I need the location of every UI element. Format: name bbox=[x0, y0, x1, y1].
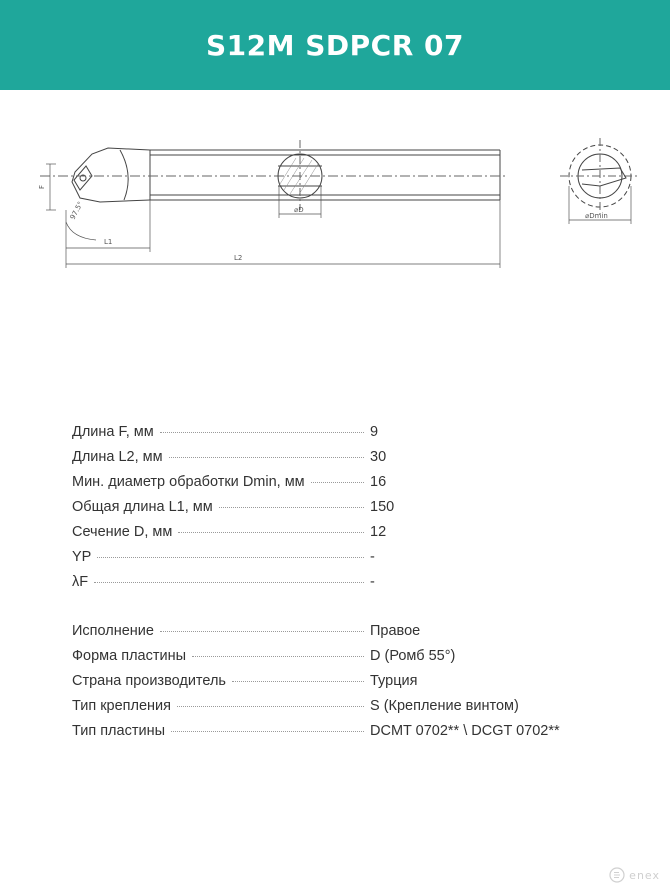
leader-dots bbox=[192, 656, 364, 657]
spec-row bbox=[72, 723, 592, 748]
spec-value: 12 bbox=[370, 524, 387, 540]
spec-label: λF bbox=[72, 574, 89, 590]
leader-dots bbox=[311, 482, 364, 483]
leader-dots bbox=[94, 582, 364, 583]
spec-row bbox=[72, 474, 592, 499]
spec-label: Форма пластины bbox=[72, 648, 187, 664]
spec-row bbox=[72, 698, 592, 723]
spec-row bbox=[72, 449, 592, 474]
spec-label: Сечение D, мм bbox=[72, 524, 173, 540]
leader-dots bbox=[178, 532, 364, 533]
leader-dots bbox=[177, 706, 364, 707]
dim-Dmin-label: ⌀Dmin bbox=[585, 212, 608, 220]
spec-value: DCMT 0702** \ DCGT 0702** bbox=[370, 723, 560, 739]
spec-row bbox=[72, 623, 592, 648]
leader-dots bbox=[171, 731, 364, 732]
spec-row bbox=[72, 424, 592, 449]
spec-value: Турция bbox=[370, 673, 418, 689]
header-bar bbox=[0, 0, 670, 90]
footer-logo bbox=[609, 867, 660, 883]
spec-label: Общая длина L1, мм bbox=[72, 499, 213, 515]
spec-label: Мин. диаметр обработки Dmin, мм bbox=[72, 474, 305, 490]
dim-angle-label: 97.5° bbox=[68, 200, 85, 221]
leader-dots bbox=[169, 457, 364, 458]
dim-D-label: ⌀D bbox=[294, 206, 304, 214]
dim-angle-arc bbox=[66, 222, 96, 240]
spec-label: Страна производитель bbox=[72, 673, 226, 689]
spec-row bbox=[72, 524, 592, 549]
end-view-insert bbox=[582, 168, 626, 186]
spec-value: Правое bbox=[370, 623, 421, 639]
logo-text: enex bbox=[629, 868, 660, 882]
tool-drawing-svg bbox=[0, 90, 670, 290]
spec-value: - bbox=[370, 574, 375, 590]
specs-table bbox=[72, 424, 592, 748]
spec-row bbox=[72, 648, 592, 673]
spec-label: Исполнение bbox=[72, 623, 154, 639]
spec-value: D (Ромб 55°) bbox=[370, 648, 456, 664]
spec-row bbox=[72, 549, 592, 574]
spec-label: Тип пластины bbox=[72, 723, 165, 739]
spec-value: 150 bbox=[370, 499, 395, 515]
dim-L1-label: L1 bbox=[104, 238, 113, 246]
spec-value: - bbox=[370, 549, 375, 565]
leader-dots bbox=[219, 507, 364, 508]
spec-value: 9 bbox=[370, 424, 379, 440]
leader-dots bbox=[232, 681, 364, 682]
spec-value: 16 bbox=[370, 474, 387, 490]
page-title: S12M SDPCR 07 bbox=[206, 28, 464, 62]
dim-L2-label: L2 bbox=[234, 254, 243, 262]
leader-dots bbox=[160, 631, 364, 632]
spec-label: Тип крепления bbox=[72, 698, 172, 714]
technical-drawing bbox=[0, 90, 670, 290]
dim-F-label: F bbox=[38, 184, 46, 189]
group-spacer bbox=[72, 599, 592, 623]
spec-value: 30 bbox=[370, 449, 387, 465]
enex-logo-icon bbox=[609, 867, 625, 883]
spec-label: YP bbox=[72, 549, 92, 565]
spec-row bbox=[72, 574, 592, 599]
spec-label: Длина L2, мм bbox=[72, 449, 163, 465]
spec-row bbox=[72, 673, 592, 698]
leader-dots bbox=[160, 432, 364, 433]
spec-value: S (Крепление винтом) bbox=[370, 698, 519, 714]
spec-row bbox=[72, 499, 592, 524]
leader-dots bbox=[97, 557, 364, 558]
spec-label: Длина F, мм bbox=[72, 424, 154, 440]
